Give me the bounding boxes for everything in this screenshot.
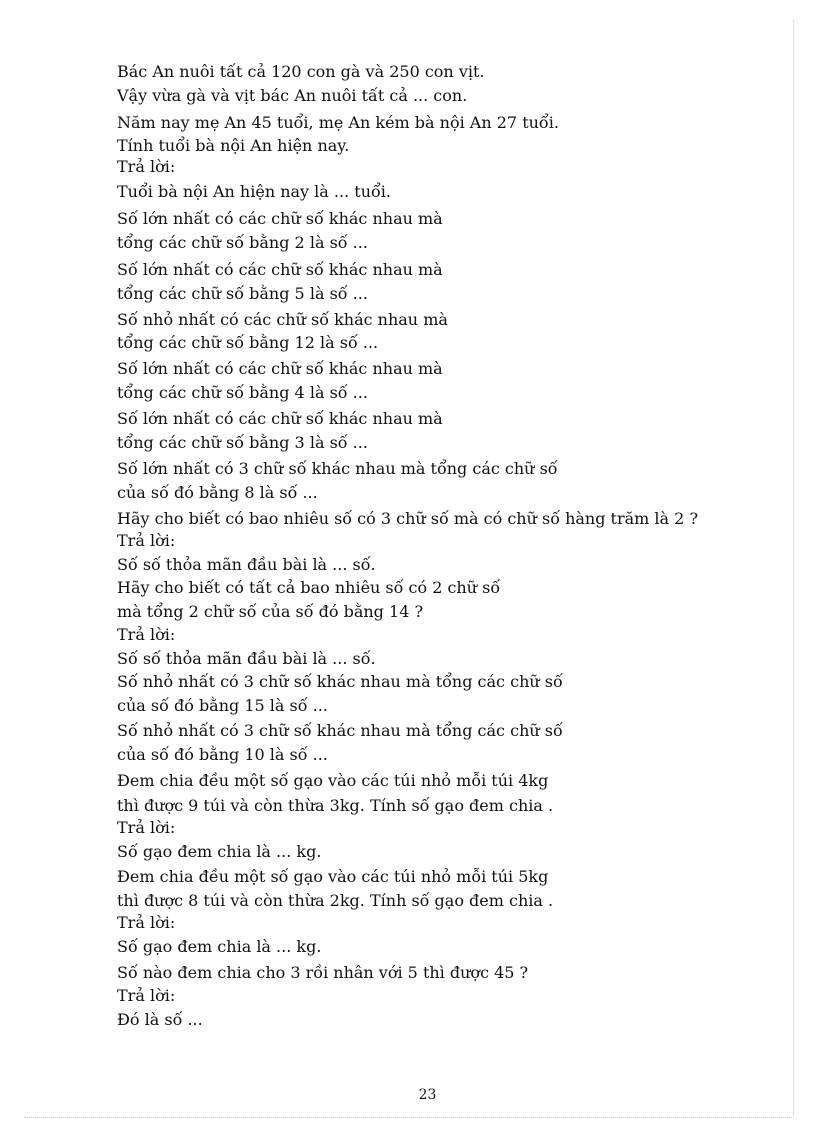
text-line: Số nhỏ nhất có các chữ số khác nhau mà [117,310,448,329]
text-line: tổng các chữ số bằng 4 là số ... [117,383,368,402]
text-line: Số lớn nhất có các chữ số khác nhau mà [117,359,443,378]
text-line: Tính tuổi bà nội An hiện nay. [117,136,350,155]
text-line: Đem chia đều một số gạo vào các túi nhỏ mỗi túi 5kg [117,867,549,886]
text-line: thì được 8 túi và còn thừa 2kg. Tính số gạo đem chia . [117,891,554,910]
answer-label: Trả lời: [117,913,176,932]
text-line: Số lớn nhất có 3 chữ số khác nhau mà tổng các chữ số [117,459,558,478]
text-line: Số gạo đem chia là ... kg. [117,937,322,956]
answer-label: Trả lời: [117,818,176,837]
text-line: Số số thỏa mãn đầu bài là ... số. [117,555,376,574]
page-right-border [793,20,794,1117]
text-line: Hãy cho biết có tất cả bao nhiêu số có 2 chữ số [117,578,501,597]
text-line: của số đó bằng 15 là số ... [117,696,328,715]
text-line: Số số thỏa mãn đầu bài là ... số. [117,649,376,668]
text-line: thì được 9 túi và còn thừa 3kg. Tính số gạo đem chia . [117,796,554,815]
page-bottom-border [24,1117,792,1118]
answer-label: Trả lời: [117,157,176,176]
text-line: của số đó bằng 8 là số ... [117,483,318,502]
text-line: tổng các chữ số bằng 5 là số ... [117,284,368,303]
text-line: Năm nay mẹ An 45 tuổi, mẹ An kém bà nội An 27 tuổi. [117,113,559,132]
page-number: 23 [418,1087,437,1103]
text-line: Số lớn nhất có các chữ số khác nhau mà [117,260,443,279]
text-line: Số nhỏ nhất có 3 chữ số khác nhau mà tổng các chữ số [117,721,563,740]
text-line: mà tổng 2 chữ số của số đó bằng 14 ? [117,602,424,621]
answer-label: Trả lời: [117,986,176,1005]
text-line: của số đó bằng 10 là số ... [117,745,328,764]
text-line: Số nào đem chia cho 3 rồi nhân với 5 thì được 45 ? [117,963,529,982]
text-line: Tuổi bà nội An hiện nay là ... tuổi. [117,182,391,201]
text-line: Hãy cho biết có bao nhiêu số có 3 chữ số mà có chữ số hàng trăm là 2 ? [117,509,699,528]
text-line: Bác An nuôi tất cả 120 con gà và 250 con vịt. [117,62,485,81]
text-line: tổng các chữ số bằng 2 là số ... [117,233,368,252]
text-line: Số lớn nhất có các chữ số khác nhau mà [117,209,443,228]
answer-label: Trả lời: [117,625,176,644]
text-line: tổng các chữ số bằng 3 là số ... [117,433,368,452]
text-line: Đem chia đều một số gạo vào các túi nhỏ mỗi túi 4kg [117,771,549,790]
text-line: Số nhỏ nhất có 3 chữ số khác nhau mà tổng các chữ số [117,672,563,691]
text-line: Số lớn nhất có các chữ số khác nhau mà [117,409,443,428]
answer-label: Trả lời: [117,531,176,550]
text-line: Số gạo đem chia là ... kg. [117,842,322,861]
text-line: tổng các chữ số bằng 12 là số ... [117,333,379,352]
text-line: Vậy vừa gà và vịt bác An nuôi tất cả ... con. [117,86,468,105]
text-line: Đó là số ... [117,1010,203,1029]
